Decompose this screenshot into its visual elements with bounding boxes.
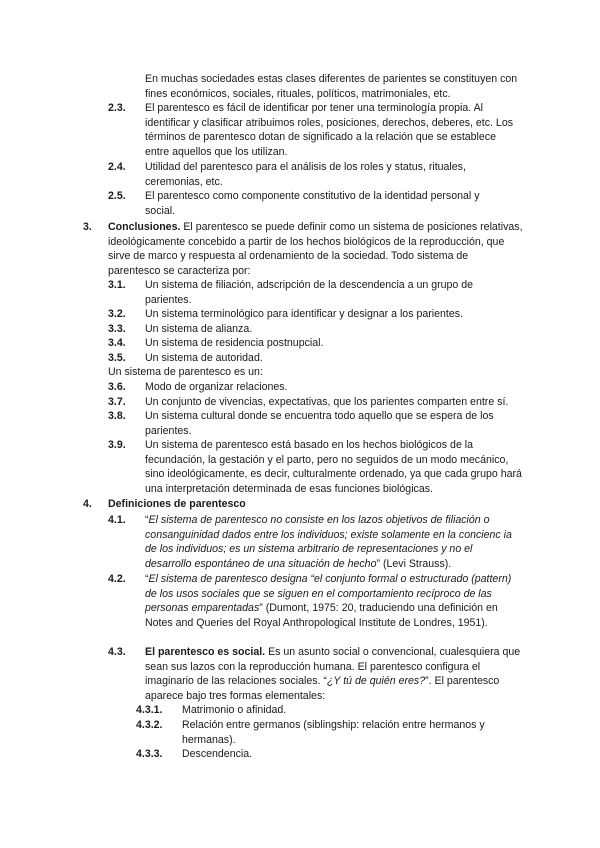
item-text: Un sistema de parentesco está basado en los hechos biológicos de la fecundación, la gestación y el parto, pero no seguidos de un modo mecánico, sino ideológicamente, es decir, culturalmente ordenado, ya que cada grupo hará una interpretación determinada de esas funciones biológicas.	[145, 439, 522, 495]
item-number: 4.1.	[108, 514, 126, 526]
item-text: Un sistema de residencia postnupcial.	[145, 337, 324, 349]
item-text: Un conjunto de vivencias, expectativas, que los parientes comparten entre sí.	[145, 396, 509, 408]
item-text: Es un asunto social o convencional, cualesquiera que sean sus lazos con la reproducción humana. El parentesco configura el imaginario de las relaciones sociales. “	[145, 646, 521, 688]
item-number: 4.3.	[108, 646, 126, 658]
item-text: Un sistema cultural donde se encuentra todo aquello que se espera de los parientes.	[145, 410, 494, 437]
item-text: Un sistema de autoridad.	[145, 352, 263, 364]
item-number: 2.3.	[108, 102, 126, 114]
item-text: Un sistema de alianza.	[145, 323, 253, 335]
item-number: 3.4.	[108, 337, 126, 349]
intro-paragraph: En muchas sociedades estas clases diferentes de parientes se constituyen con fines económicos, sociales, rituales, políticos, matrimoniales, etc.	[145, 73, 518, 100]
quote-paragraph	[145, 572, 517, 630]
quote-text: El sistema de parentesco designa “el conjunto formal o estructurado (pattern) de los usos sociales que se siguen en el comportamiento recíproco de las personas emparentadas	[145, 573, 512, 615]
item-heading: El parentesco es social.	[145, 646, 266, 658]
item-number: 3.1.	[108, 279, 126, 291]
item-number: 3.9.	[108, 439, 126, 451]
quote-open: “	[145, 573, 149, 585]
item-number: 3.5.	[108, 352, 126, 364]
question-text: ¿Y tú de quién eres?	[326, 675, 426, 688]
item-number: 3.2.	[108, 308, 126, 320]
section-number: 3.	[83, 221, 92, 233]
quote-open: “	[145, 514, 149, 526]
item-text: Modo de organizar relaciones.	[145, 381, 288, 393]
quote-citation: ” (Dumont, 1975: 20, traduciendo una definición en Notes and Queries del Royal Anthropological Institute de Londres, 1951).	[145, 602, 498, 629]
item-number: 4.2.	[108, 573, 126, 585]
quote-citation: ” (Levi Strauss).	[376, 557, 452, 570]
middle-text: Un sistema de parentesco es un:	[108, 366, 263, 378]
section-paragraph	[108, 220, 523, 278]
subitem-number: 4.3.1.	[136, 704, 163, 716]
item-text: Utilidad del parentesco para el análisis de los roles y status, rituales, ceremonias, etc.	[145, 161, 466, 188]
item-paragraph	[145, 645, 525, 703]
quote-paragraph	[145, 513, 517, 571]
subitem-text: Descendencia.	[182, 748, 253, 760]
item-text: El parentesco es fácil de identificar por tener una terminología propia. Al identificar y clasificar atribuimos roles, posiciones, derechos, deberes, etc. Los términos de parentesco dotan de significado a la relación que se establece entre aquellos que los utilizan.	[145, 102, 514, 158]
item-number: 3.8.	[108, 410, 126, 422]
item-tail: ”. El parentesco aparece bajo tres formas elementales:	[145, 675, 500, 702]
item-text: Un sistema de filiación, adscripción de la descendencia a un grupo de parientes.	[145, 279, 474, 306]
item-text: Un sistema terminológico para identificar y designar a los parientes.	[145, 308, 463, 320]
item-number: 2.5.	[108, 190, 126, 202]
subitem-number: 4.3.3.	[136, 748, 163, 760]
subitem-text: Matrimonio o afinidad.	[182, 704, 287, 716]
item-number: 3.7.	[108, 396, 126, 408]
item-number: 3.6.	[108, 381, 126, 393]
section-heading: Definiciones de parentesco	[108, 498, 246, 510]
section-number: 4.	[83, 498, 92, 510]
item-number: 2.4.	[108, 161, 126, 173]
section-text: El parentesco se puede definir como un sistema de posiciones relativas, ideológicamente concebido a partir de los hechos biológicos de la reproducción, que sirve de marco y respuesta al ordenamiento de la sociedad. Todo sistema de parentesco se caracteriza por:	[108, 221, 523, 277]
section-heading: Conclusiones.	[108, 221, 181, 233]
subitem-text: Relación entre germanos (siblingship: relación entre hermanos y hermanas).	[182, 719, 485, 746]
quote-text: El sistema de parentesco no consiste en los lazos objetivos de filiación o consanguinidad dados entre los individuos; existe solamente en la concienc ia de los individuos; es un sistema arbitrario de representaciones y no el desarrollo espontáneo de una situación de hecho	[145, 514, 512, 570]
subitem-number: 4.3.2.	[136, 719, 163, 731]
item-number: 3.3.	[108, 323, 126, 335]
item-text: El parentesco como componente constitutivo de la identidad personal y social.	[145, 190, 480, 217]
